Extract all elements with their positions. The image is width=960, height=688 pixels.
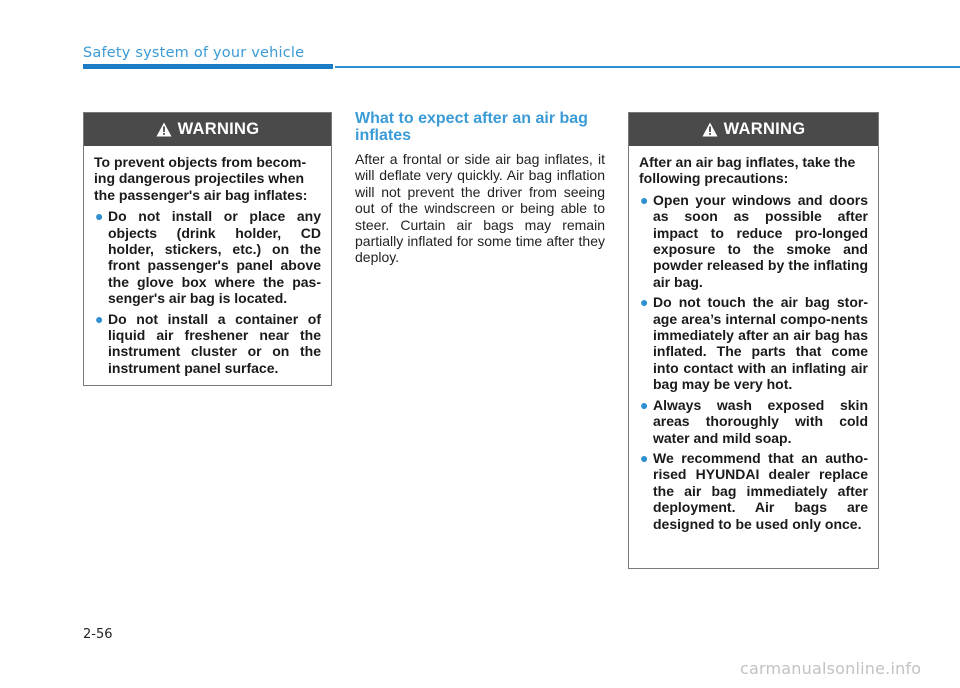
bullet-icon: ●	[95, 208, 104, 225]
right-warning-box	[628, 112, 879, 569]
bullet-icon: ●	[640, 449, 649, 466]
left-warning-list	[94, 208, 321, 376]
right-warning-list	[639, 192, 868, 532]
bullet-icon: ●	[640, 294, 649, 311]
warning-triangle-icon	[156, 122, 172, 137]
bullet-icon: ●	[95, 310, 104, 327]
watermark: carmanualsonline.info	[740, 659, 922, 678]
list-item: ● Open your windows and doors as soon as possible after impact to reduce pro-longed exposure to the smoke and powder released by the inflating air bag.	[640, 191, 868, 290]
warning-triangle-icon	[702, 122, 718, 137]
list-item: ● Do not install a container of liquid air freshener near the instrument cluster or on the instrument panel surface.	[95, 310, 321, 376]
list-item: ● Do not install or place any objects (drink holder, CD holder, stickers, etc.) on the front passenger's panel above the glove box where the pas-senger's air bag is located.	[95, 208, 321, 307]
section-title: Safety system of your vehicle	[83, 45, 305, 61]
left-warning-header	[84, 113, 331, 146]
bullet-icon: ●	[640, 191, 649, 208]
page-number: 2-56	[83, 627, 113, 642]
list-item: ● Always wash exposed skin areas thoroughly with cold water and mild soap.	[640, 396, 868, 446]
left-warning-title: WARNING	[177, 120, 260, 138]
right-warning-title: WARNING	[723, 120, 806, 138]
bullet-icon: ●	[640, 396, 649, 413]
left-warning-box	[83, 112, 332, 386]
right-warning-intro: After an air bag inflates, take the following precautions:	[639, 154, 856, 187]
right-warning-header	[629, 113, 878, 146]
section-body-text: After a frontal or side air bag inflates, it will deflate very quickly. Air bag inflation will not prevent the driver from seeing out of the windscreen or being able to steer. Curtain air bags may remain partially inflated for some time after they deploy.	[355, 151, 605, 266]
list-item: ● We recommend that an autho-rised HYUNDAI dealer replace the air bag immediately after deployment. Air bags are designed to be used only once.	[640, 449, 868, 532]
header-bar-thin	[335, 66, 960, 68]
left-warning-intro: To prevent objects from becom-ing dangerous projectiles when the passenger's air bag inflates:	[94, 154, 308, 203]
header-bar-thick	[83, 64, 333, 69]
list-item: ● Do not touch the air bag stor-age area’s internal compo-nents immediately after an air bag has inflated. The parts that come into contact with an inflating air bag may be very hot.	[640, 294, 868, 393]
left-warning-body	[84, 146, 331, 386]
section-heading: What to expect after an air bag inflates	[355, 110, 588, 144]
right-warning-body	[629, 146, 878, 542]
